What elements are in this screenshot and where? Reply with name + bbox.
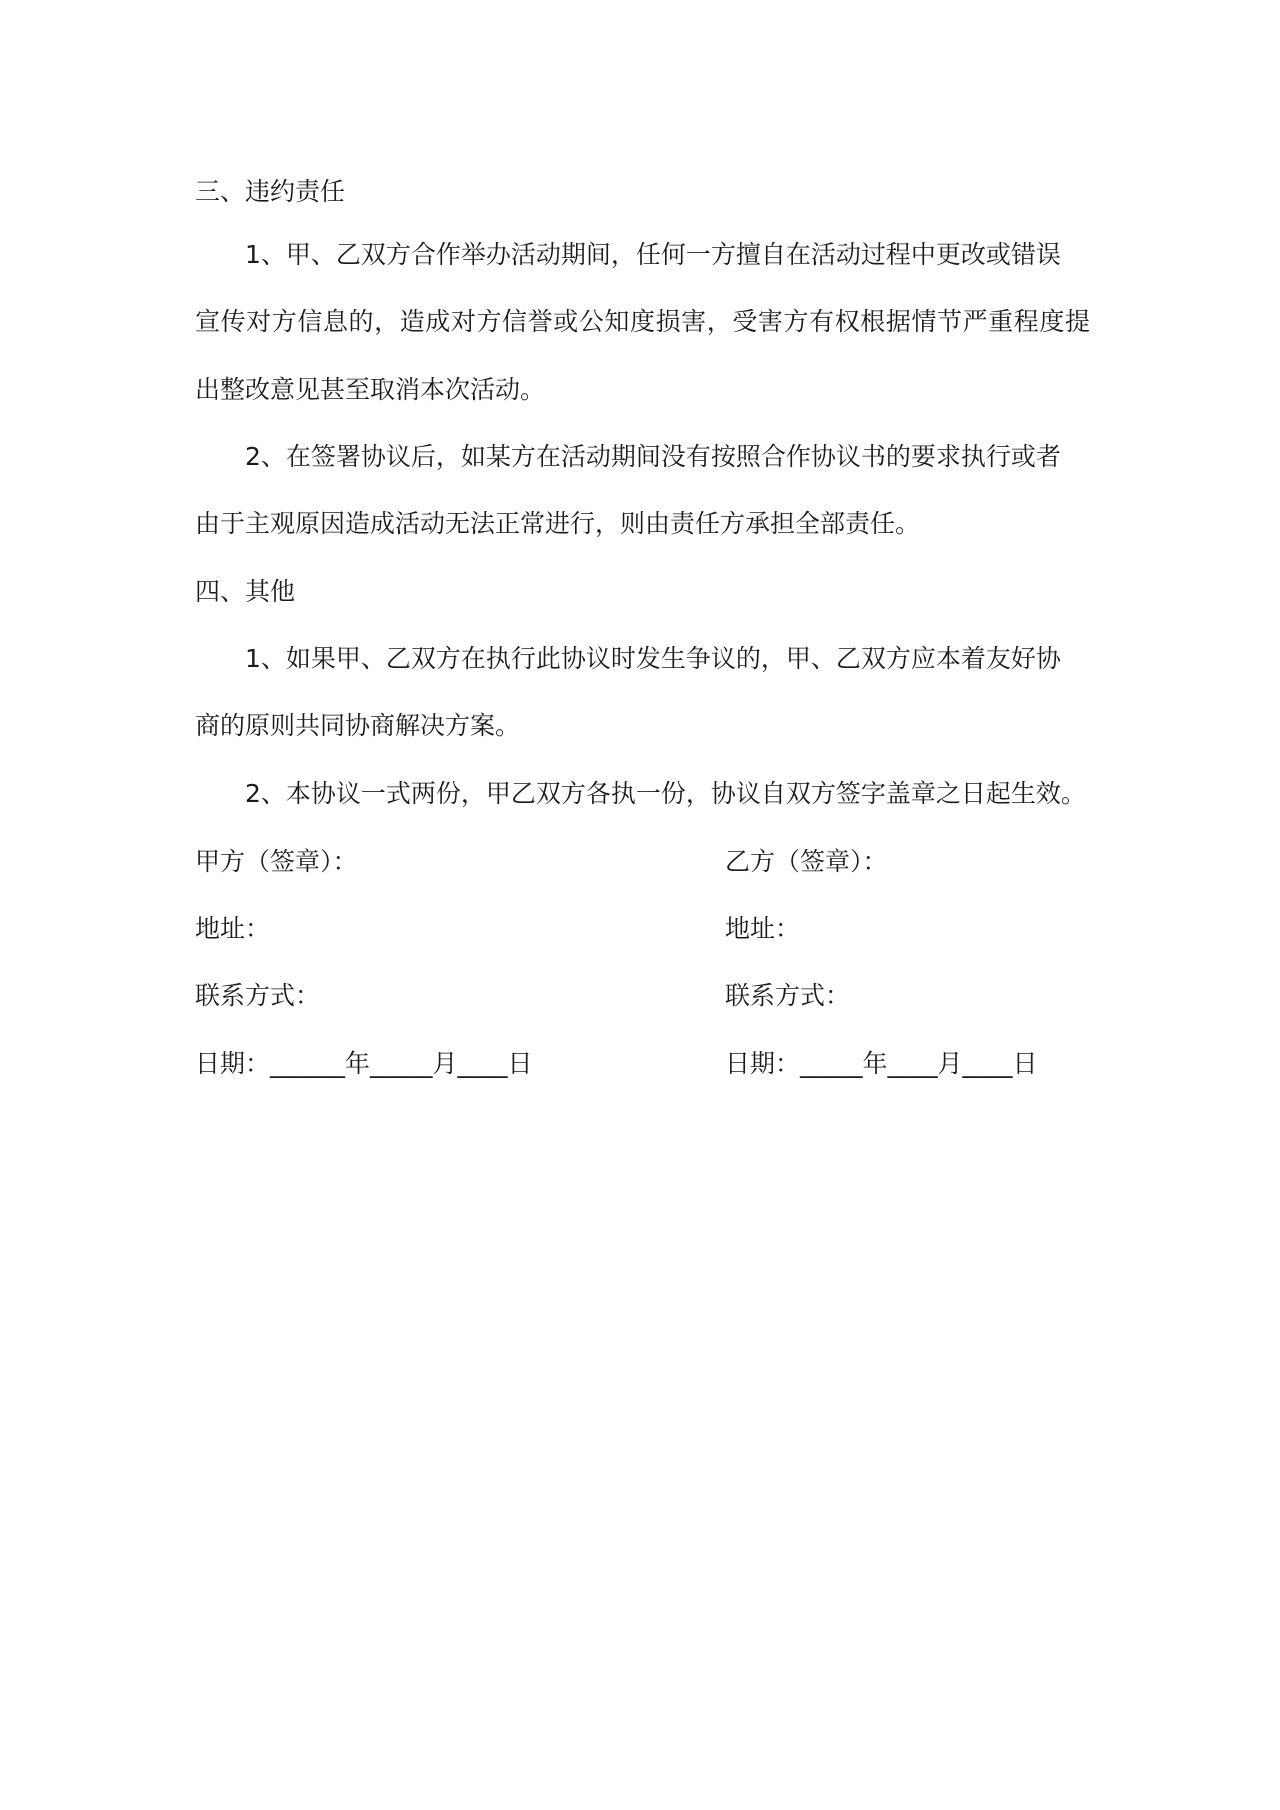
section-3-item-1-line-1: 1、甲、乙双方合作举办活动期间，任何一方擅自在活动过程中更改或错误: [245, 240, 1061, 269]
section-3-item-2-line-2: 由于主观原因造成活动无法正常进行，则由责任方承担全部责任。: [195, 509, 921, 538]
section-3-item-1-line-2: 宣传对方信息的，造成对方信誉或公知度损害，受害方有权根据情节严重程度提: [195, 307, 1090, 336]
section-4-heading: 四、其他: [195, 577, 296, 606]
party-b-sign-label: 乙方（签章）：: [725, 847, 888, 876]
party-b-date-label: 日期：_____年____月____日: [725, 1049, 1038, 1078]
party-a-date-label: 日期：______年_____月____日: [195, 1049, 533, 1078]
section-3-item-1-line-3: 出整改意见甚至取消本次活动。: [195, 375, 546, 404]
section-3-heading: 三、违约责任: [195, 177, 346, 206]
party-b-contact-label: 联系方式：: [725, 981, 851, 1010]
party-b-address-label: 地址：: [725, 914, 801, 943]
section-4-item-2-line-1: 2、本协议一式两份，甲乙双方各执一份，协议自双方签字盖章之日起生效。: [245, 779, 1086, 808]
party-a-address-label: 地址：: [195, 914, 271, 943]
section-3-item-2-line-1: 2、在签署协议后，如某方在活动期间没有按照合作协议书的要求执行或者: [245, 442, 1061, 471]
party-a-contact-label: 联系方式：: [195, 981, 321, 1010]
section-4-item-1-line-2: 商的原则共同协商解决方案。: [195, 711, 521, 740]
section-4-item-1-line-1: 1、如果甲、乙双方在执行此协议时发生争议的，甲、乙双方应本着友好协: [245, 644, 1061, 673]
party-a-sign-label: 甲方（签章）：: [195, 847, 358, 876]
